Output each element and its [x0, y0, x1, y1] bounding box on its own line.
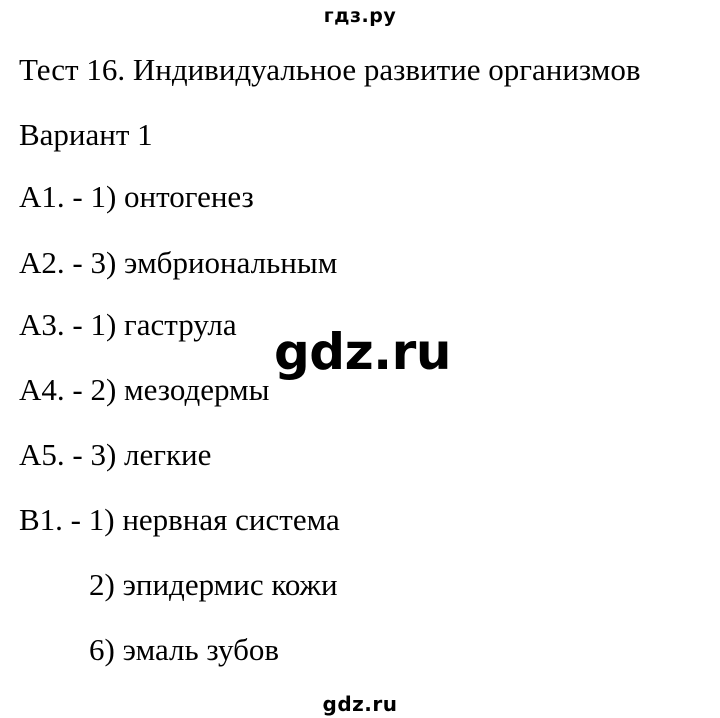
answer-b1-item-6: 6) эмаль зубов — [89, 632, 279, 667]
variant-heading: Вариант 1 — [19, 117, 153, 152]
watermark: gdz.ru — [274, 323, 451, 381]
header-brand: гдз.ру — [323, 5, 397, 27]
footer-brand: gdz.ru — [322, 692, 398, 716]
answer-a1: А1. - 1) онтогенез — [19, 179, 254, 214]
answer-b1-item-2: 2) эпидермис кожи — [89, 567, 338, 602]
page-title: Тест 16. Индивидуальное развитие организмов — [19, 52, 641, 87]
answer-a2: А2. - 3) эмбриональным — [19, 245, 338, 280]
answer-a5: А5. - 3) легкие — [19, 437, 212, 472]
answer-b1: В1. - 1) нервная система — [19, 502, 340, 537]
answer-a3: А3. - 1) гаструла — [19, 307, 237, 342]
answer-a4: А4. - 2) мезодермы — [19, 372, 270, 407]
